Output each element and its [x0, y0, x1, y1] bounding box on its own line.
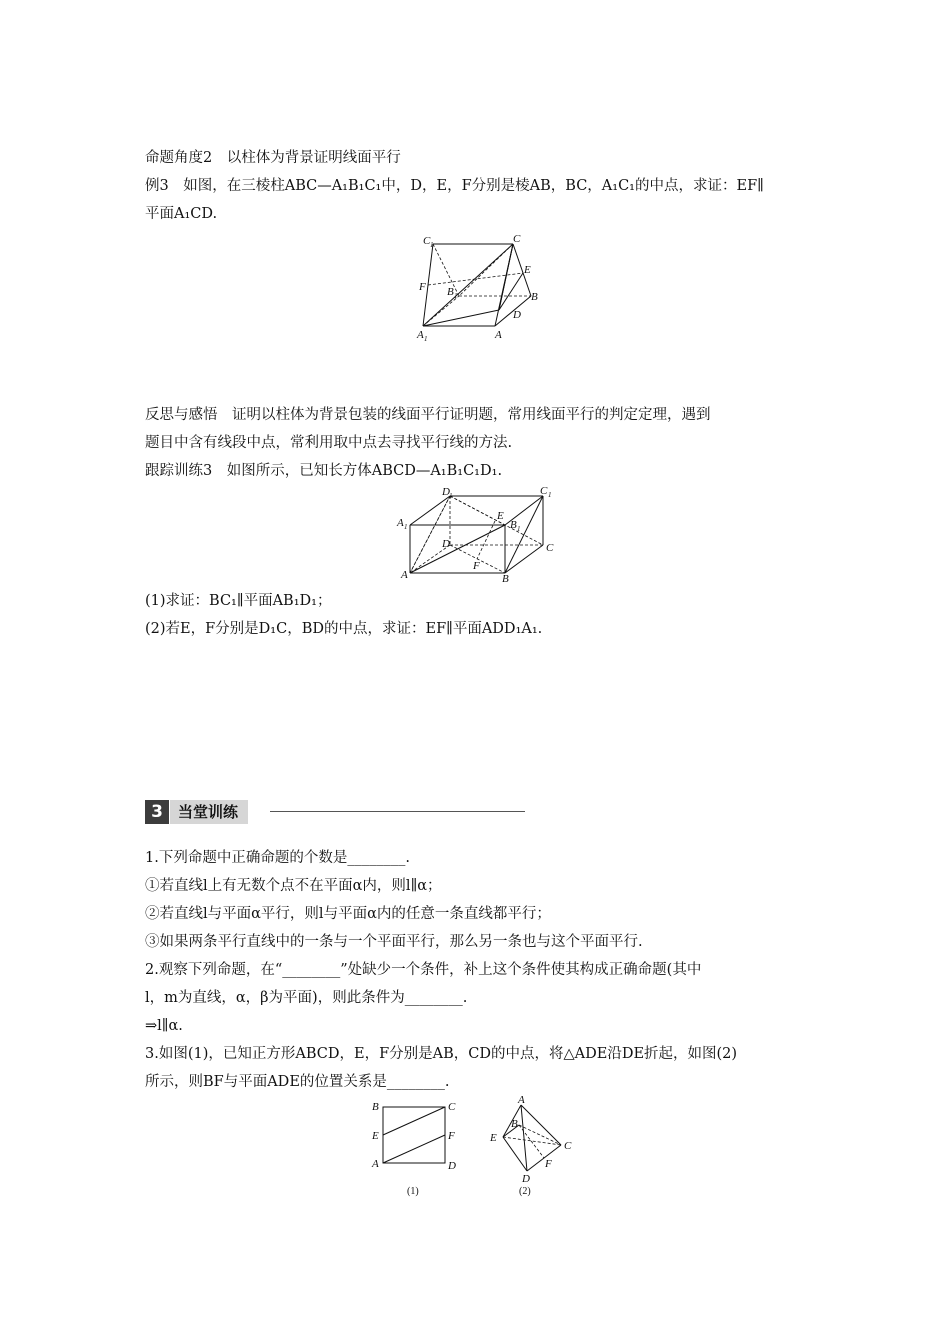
question-2-cont: l，m为直线，α，β为平面)，则此条件为________.: [145, 990, 468, 1006]
label-b: B: [502, 573, 509, 585]
reflection-text-cont: 题目中含有线段中点，常利用取中点去寻找平行线的方法.: [145, 435, 513, 451]
folded-figure: [485, 1095, 585, 1200]
label-c: C: [513, 233, 521, 245]
subtopic-heading: 命题角度2 以柱体为背景证明线面平行: [145, 150, 401, 166]
label-d1-sub: 1: [449, 492, 453, 500]
label-c1: C: [423, 235, 431, 247]
label-a1-sub: 1: [404, 523, 408, 531]
question-1-statement-1: ①若直线l上有无数个点不在平面α内，则l∥α；: [145, 878, 442, 894]
label-a1-sub: 1: [424, 335, 428, 343]
example-3-text-cont: 平面A₁CD.: [145, 206, 218, 222]
figure-1-caption: (1): [407, 1186, 419, 1197]
reflection-text: 反思与感悟 证明以柱体为背景包装的线面平行证明题，常用线面平行的判定定理，遇到: [145, 407, 711, 423]
follow-up-3-text: 跟踪训练3 如图所示，已知长方体ABCD—A₁B₁C₁D₁.: [145, 463, 503, 479]
label-a1: A: [397, 517, 404, 529]
follow-up-3-part2: (2)若E，F分别是D₁C，BD的中点，求证：EF∥平面ADD₁A₁.: [145, 621, 543, 637]
label-d: D: [522, 1173, 530, 1185]
label-e: E: [524, 264, 531, 276]
prism-figure: [405, 230, 555, 345]
label-a: A: [372, 1158, 379, 1170]
label-b: B: [372, 1101, 379, 1113]
example-3-text: 例3 如图，在三棱柱ABC—A₁B₁C₁中，D，E，F分别是棱AB，BC，A₁C₁的中点，求证：EF∥: [145, 178, 764, 194]
figure-2-caption: (2): [519, 1186, 531, 1197]
question-2: 2.观察下列命题，在“________”处缺少一个条件，补上这个条件使其构成正确命题(其中: [145, 962, 702, 978]
question-3: 3.如图(1)，已知正方形ABCD，E，F分别是AB，CD的中点，将△ADE沿DE折起，如图(2): [145, 1046, 738, 1062]
question-1: 1.下列命题中正确命题的个数是________.: [145, 850, 410, 866]
section-header: [145, 800, 525, 824]
label-a: A: [401, 569, 408, 581]
section-title: 当堂训练: [170, 800, 248, 824]
label-b1-sub: 1: [517, 525, 521, 533]
label-b1: B: [510, 519, 517, 531]
label-a: A: [518, 1095, 525, 1106]
label-d: D: [442, 538, 450, 550]
label-c1-sub: 1: [548, 491, 552, 499]
label-b1: B: [447, 286, 454, 298]
follow-up-3-part1: (1)求证：BC₁∥平面AB₁D₁；: [145, 593, 332, 609]
cuboid-figure: [395, 485, 565, 585]
label-d1: D: [442, 486, 450, 498]
label-c1: C: [540, 485, 548, 497]
label-c1-sub: 1: [430, 241, 434, 249]
label-e: E: [490, 1132, 497, 1144]
label-c: C: [564, 1140, 572, 1152]
section-divider: [270, 811, 525, 812]
square-figure: [365, 1095, 475, 1200]
label-c: C: [448, 1101, 456, 1113]
label-f: F: [545, 1158, 552, 1170]
label-a1: A: [417, 329, 424, 341]
section-number: 3: [145, 800, 169, 824]
label-f: F: [419, 281, 426, 293]
label-f: F: [473, 560, 480, 572]
label-c: C: [546, 542, 554, 554]
label-e: E: [497, 510, 504, 522]
label-b: B: [531, 291, 538, 303]
question-2-conclusion: ⇒l∥α.: [145, 1018, 183, 1034]
question-3-cont: 所示，则BF与平面ADE的位置关系是________.: [145, 1074, 450, 1090]
label-e: E: [372, 1130, 379, 1142]
label-d: D: [513, 309, 521, 321]
question-1-statement-3: ③如果两条平行直线中的一条与一个平面平行，那么另一条也与这个平面平行.: [145, 934, 643, 950]
label-a: A: [495, 329, 502, 341]
label-f: F: [448, 1130, 455, 1142]
label-b: B: [511, 1118, 518, 1130]
label-d: D: [448, 1160, 456, 1172]
question-1-statement-2: ②若直线l与平面α平行，则l与平面α内的任意一条直线都平行；: [145, 906, 551, 922]
label-b1-sub: 1: [454, 292, 458, 300]
